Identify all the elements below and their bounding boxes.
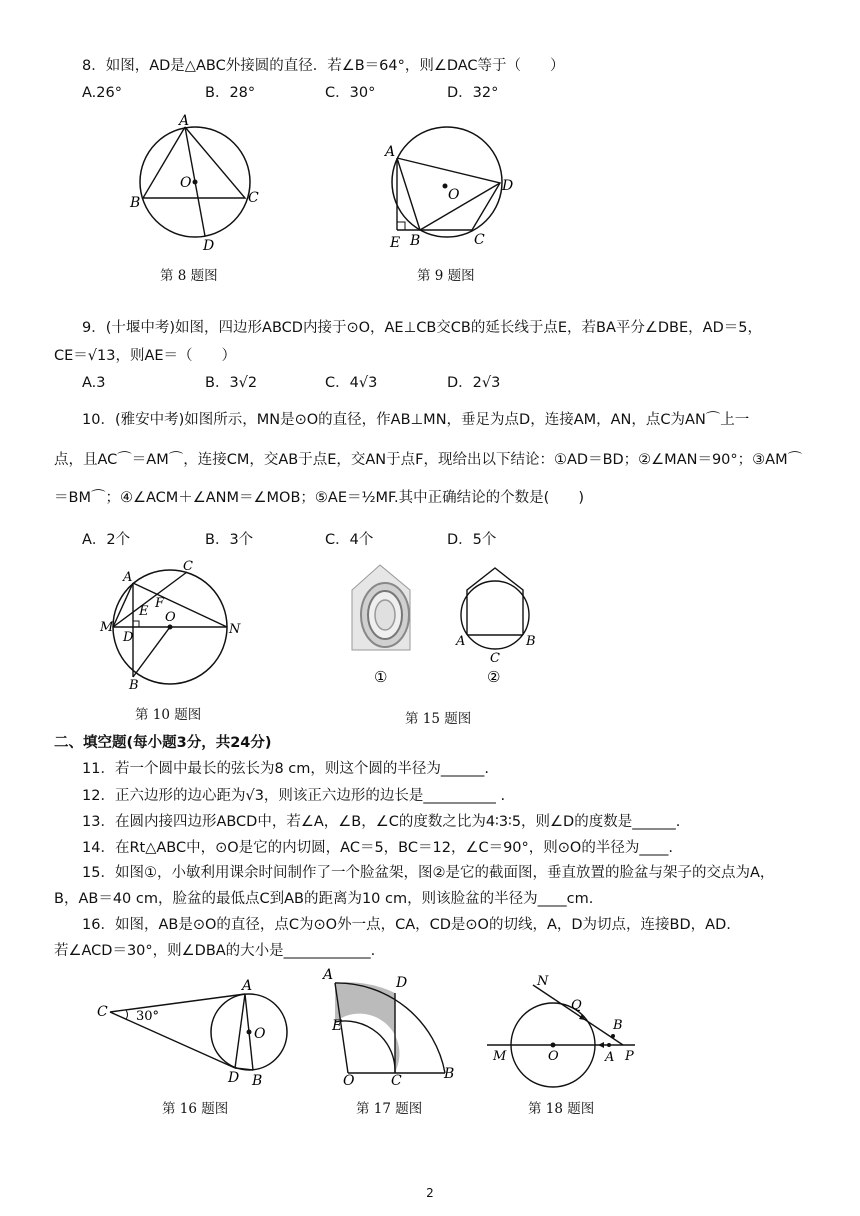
washbasin-photo	[352, 565, 410, 650]
q8-option-b: B．28°	[205, 85, 256, 101]
q10-text-line1: 10．(雅安中考)如图所示，MN是⊙O的直径，作AB⊥MN，垂足为点D，连接AM，AN，点C为AN⌒上一	[82, 412, 750, 428]
q10-option-d: D．5个	[447, 532, 497, 548]
q8-text: 8．如图，AD是△ABC外接圆的直径．若∠B＝64°，则∠DAC等于（ ）	[82, 58, 565, 74]
fig17-label-e: E	[332, 1018, 343, 1034]
fig17-label-b: B	[444, 1066, 455, 1082]
fig16-label-b: B	[252, 1073, 263, 1089]
q15-text-line2: B，AB＝40 cm，脸盆的最低点C到AB的距离为10 cm，则该脸盆的半径为____cm.	[54, 891, 594, 907]
q9-option-d: D．2√3	[447, 375, 501, 391]
fig15-label-b: B	[526, 634, 536, 649]
fig18-label-a: A	[605, 1050, 615, 1065]
fig15-label-a: A	[456, 634, 466, 649]
q10-option-b: B．3个	[205, 532, 254, 548]
fig18-label-q: Q	[571, 998, 582, 1013]
fig18-label-n: N	[537, 974, 549, 989]
fig16-caption: 第 16 题图	[162, 1101, 229, 1117]
fig8-label-d: D	[203, 238, 215, 254]
fig17-label-d: D	[396, 975, 408, 991]
fig10-label-c: C	[183, 559, 193, 574]
fig18-label-p: P	[625, 1049, 634, 1064]
figure-8	[125, 110, 265, 255]
fig16-label-c: C	[97, 1004, 108, 1020]
q14-text: 14．在Rt△ABC中，⊙O是它的内切圆，AC＝5，BC＝12，∠C＝90°，则⊙O的半径为____.	[82, 840, 673, 856]
figure-17	[318, 965, 468, 1090]
figure-10	[95, 555, 245, 690]
fig10-label-m: M	[100, 620, 114, 635]
fig16-label-d: D	[228, 1070, 240, 1086]
page-number: 2	[426, 1186, 434, 1200]
fig15-label-1: ①	[374, 668, 388, 686]
fig18-label-o: O	[548, 1049, 559, 1064]
fig16-label-o: O	[254, 1026, 266, 1042]
q16-text-line2: 若∠ACD＝30°，则∠DBA的大小是____________.	[54, 943, 376, 959]
fig10-label-o: O	[165, 610, 176, 625]
fig17-label-o: O	[343, 1073, 355, 1089]
fig16-label-a: A	[242, 978, 253, 994]
fig17-label-c: C	[391, 1073, 402, 1089]
fig9-label-d: D	[502, 178, 514, 194]
q9-option-c: C．4√3	[325, 375, 378, 391]
q10-option-a: A．2个	[82, 532, 131, 548]
q8-option-c: C．30°	[325, 85, 376, 101]
fig8-caption: 第 8 题图	[160, 268, 218, 284]
q8-option-d: D．32°	[447, 85, 499, 101]
q9-option-b: B．3√2	[205, 375, 258, 391]
fig15-label-2: ②	[487, 668, 501, 686]
q10-text-line2: 点，且AC⌒＝AM⌒，连接CM，交AB于点E，交AN于点F，现给出以下结论：①AD＝BD；②∠MAN＝90°；③AM⌒	[54, 452, 803, 468]
section-2-heading: 二、填空题(每小题3分，共24分)	[54, 735, 272, 751]
fig10-label-e: E	[139, 604, 149, 619]
fig10-label-f: F	[155, 596, 165, 611]
fig8-label-o: O	[180, 175, 192, 191]
fig15-label-c: C	[490, 651, 500, 666]
figure-18	[485, 965, 645, 1090]
fig18-caption: 第 18 题图	[528, 1101, 595, 1117]
fig9-label-o: O	[448, 187, 460, 203]
fig10-label-d: D	[123, 630, 134, 645]
fig9-caption: 第 9 题图	[417, 268, 475, 284]
fig9-label-b: B	[410, 233, 421, 249]
fig10-label-n: N	[229, 622, 241, 637]
fig9-label-c: C	[474, 232, 485, 248]
figure-9	[382, 120, 522, 255]
fig8-label-c: C	[248, 190, 259, 206]
fig10-caption: 第 10 题图	[135, 707, 202, 723]
fig10-label-b: B	[129, 678, 139, 690]
fig15-caption: 第 15 题图	[405, 711, 472, 727]
fig9-label-e: E	[390, 235, 401, 251]
fig18-label-b: B	[613, 1018, 623, 1033]
q10-option-c: C．4个	[325, 532, 374, 548]
q9-text-line1: 9．(十堰中考)如图，四边形ABCD内接于⊙O，AE⊥CB交CB的延长线于点E，若BA平分∠DBE，AD＝5，	[82, 320, 762, 336]
fig17-caption: 第 17 题图	[356, 1101, 423, 1117]
q9-text-line2: CE＝√13，则AE＝（ ）	[54, 348, 237, 364]
fig10-label-a: A	[123, 570, 133, 585]
fig9-label-a: A	[385, 144, 396, 160]
q8-option-a: A.26°	[82, 85, 122, 101]
fig8-label-b: B	[130, 195, 141, 211]
washbasin-cross-section	[461, 568, 529, 649]
fig18-label-m: M	[493, 1049, 507, 1064]
q9-option-a: A.3	[82, 375, 106, 391]
fig8-label-a: A	[179, 113, 190, 129]
q15-text-line1: 15．如图①，小敏利用课余时间制作了一个脸盆架，图②是它的截面图，垂直放置的脸盆与架子的交点为A，	[82, 865, 775, 881]
q16-text-line1: 16．如图，AB是⊙O的直径，点C为⊙O外一点，CA，CD是⊙O的切线，A，D为切点，连接BD，AD.	[82, 917, 731, 933]
figure-15	[340, 560, 540, 690]
figure-16	[92, 972, 302, 1092]
q13-text: 13．在圆内接四边形ABCD中，若∠A，∠B，∠C的度数之比为4∶3∶5，则∠D的度数是______.	[82, 814, 681, 830]
q11-text: 11．若一个圆中最长的弦长为8 cm，则这个圆的半径为______.	[82, 761, 489, 777]
q12-text: 12．正六边形的边心距为√3，则该正六边形的边长是__________ .	[82, 788, 506, 804]
fig17-label-a: A	[323, 967, 334, 983]
fig16-label-angle: 30°	[136, 1009, 160, 1024]
q10-text-line3: ＝BM⌒；④∠ACM＋∠ANM＝∠MOB；⑤AE＝½MF.其中正确结论的个数是( )	[54, 490, 584, 506]
